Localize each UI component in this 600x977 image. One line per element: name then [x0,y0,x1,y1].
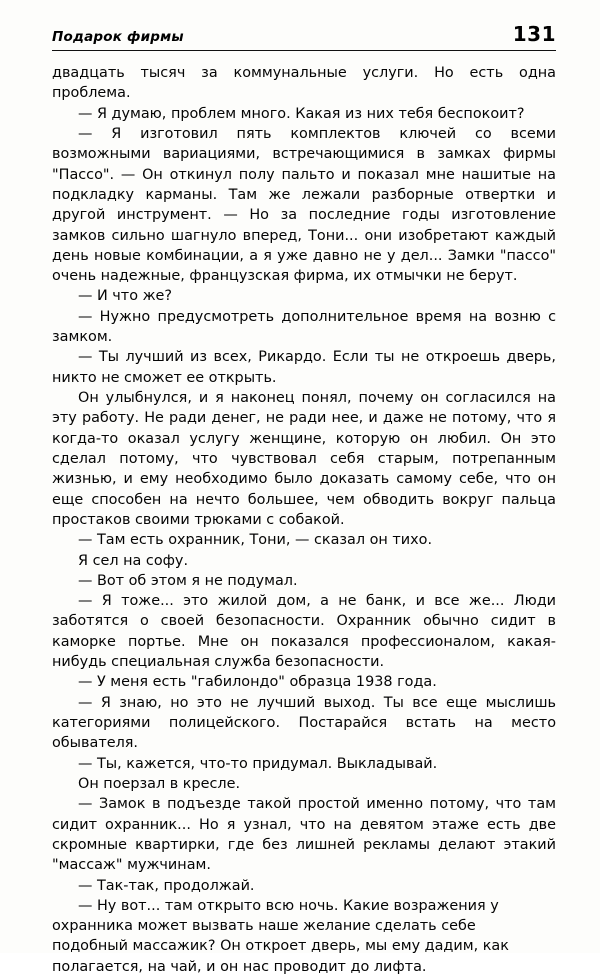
paragraph: Он поерзал в кресле. [78,775,241,792]
page-number: 131 [512,22,556,46]
paragraph: Я сел на софу. [78,552,189,569]
paragraph: — Ты лучший из всех, Рикардо. Если ты не откроешь дверь, никто не сможет ее открыть. [52,349,556,386]
paragraph: — И что же? [78,288,173,305]
paragraph: — Я изготовил пять комплектов ключей со всеми возможными вариациями, встречающимися в замках фирмы "Пассо". — Он откинул полу пальто и показал мне нашитые на подкладку карманы. Там же лежали разборные отвертки и другой инструмент. — Но за последние годы изготовление замков сильно шагнуло вперед, Тони... они изобретают каждый день новые комбинации, а я уже давно не у дел... Замки "пассо" очень надежные, французская фирма, их отмычки не берут. [52,125,556,285]
paragraph: — Так-так, продолжай. [78,877,255,894]
paragraph: двадцать тысяч за коммунальные услуги. Но есть одна проблема. [52,65,556,102]
paragraph: — У меня есть "габилондо" образца 1938 года. [78,674,437,691]
page-body [52,63,556,977]
paragraph: — Я знаю, но это не лучший выход. Ты все еще мыслишь категориями полицейского. Постарайся встать на место обывателя. [52,694,556,752]
paragraph: — Вот об этом я не подумал. [78,572,298,589]
paragraph: — Ну вот... там открыто всю ночь. Какие возражения у охранника может вызвать наше желание сделать себе подобный массажик? Он откроет дверь, мы ему дадим, как полагается, на чай, и он нас проводит до лифта. [52,897,509,975]
paragraph: — Замок в подъезде такой простой именно потому, что там сидит охранник... Но я узнал, что на девятом этаже есть две скромные квартирки, где без лишней рекламы делают этакий "массаж" мужчинам. [52,796,556,874]
paragraph: Он улыбнулся, и я наконец понял, почему он согласился на эту работу. Не ради денег, не ради нее, и даже не потому, что я когда-то оказал услугу женщине, которую он любил. Он это сделал потому, что чувствовал себя старым, потрепанным жизнью, и ему необходимо было доказать самому себе, что он еще способен на нечто большее, чем обводить вокруг пальца простаков своими трюками с собакой. [52,390,556,528]
paragraph: — Там есть охранник, Тони, — сказал он тихо. [78,532,433,549]
paragraph: — Нужно предусмотреть дополнительное время на возню с замком. [52,308,556,346]
running-title: Подарок фирмы [52,29,184,45]
paragraph: — Я тоже... это жилой дом, а не банк, и все же... Люди заботятся о своей безопасности. Охранник обычно сидит в каморке портье. Мне он показался профессионалом, какая-нибудь специальная служба безопасности. [52,593,556,671]
paragraph: — Ты, кажется, что-то придумал. Выкладывай. [78,755,438,772]
paragraph: — Я думаю, проблем много. Какая из них тебя беспокоит? [78,105,525,122]
page-header [52,22,556,51]
